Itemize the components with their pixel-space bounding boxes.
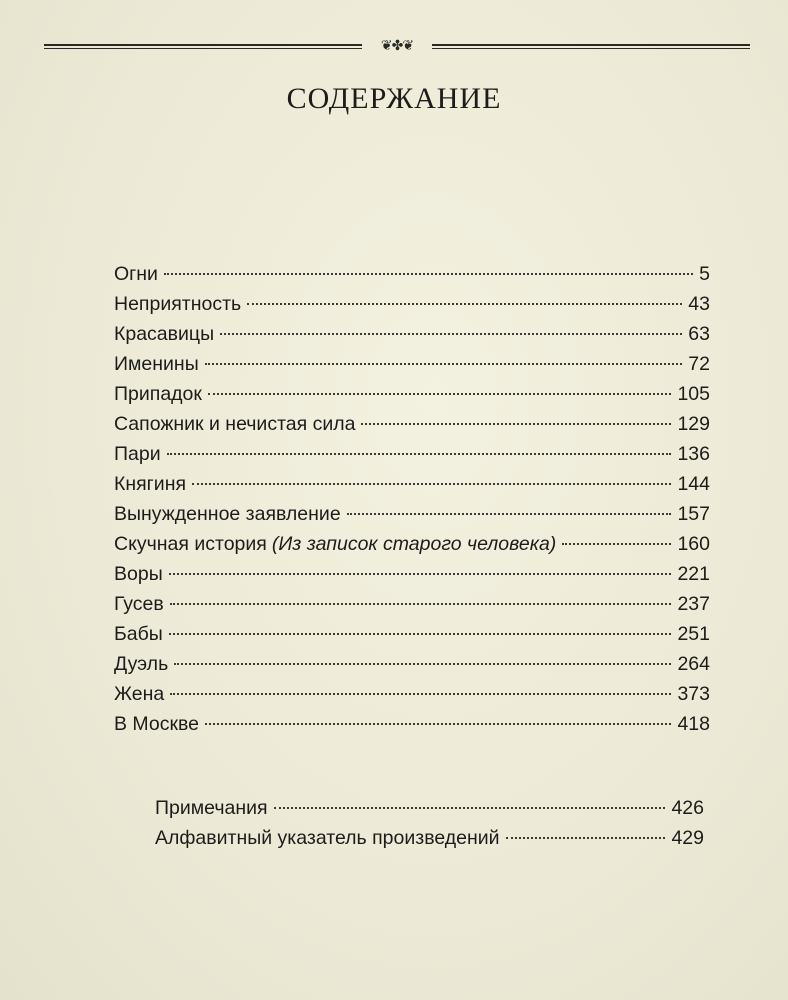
toc-entry [114,439,710,469]
toc-entry [114,349,710,379]
toc-entry-page: 157 [677,503,710,525]
toc-entry [114,589,710,619]
dot-leader [167,453,672,455]
toc-entry [114,469,710,499]
toc-entry-title: Огни [114,263,158,285]
toc-entry-title: Сапожник и нечистая сила [114,413,356,435]
dot-leader [164,273,693,275]
back-matter-entry [155,793,704,823]
toc-entry [114,559,710,589]
toc-entry-title [114,529,556,559]
toc-entry-title: Жена [114,683,165,705]
toc-entry-page: 373 [677,683,710,705]
toc-entry [114,379,710,409]
toc-entry-page: 5 [699,263,710,285]
toc-entry-title: Вынужденное заявление [114,503,341,525]
toc-entry [114,679,710,709]
toc-entry-page: 429 [671,827,704,849]
dot-leader [170,693,671,695]
dot-leader [170,603,672,605]
toc-entry-page: 237 [677,593,710,615]
toc-entry [114,529,710,559]
toc-entry-title: Пари [114,443,161,465]
toc-entry-page: 129 [677,413,710,435]
toc-entry-title: Примечания [155,797,268,819]
toc-entry-page: 264 [677,653,710,675]
rule-line-left [44,36,362,56]
dot-leader [220,333,682,335]
toc-entry [114,409,710,439]
toc-entry-page: 221 [677,563,710,585]
toc-entry-title: Красавицы [114,323,215,345]
toc-entry-title: Воры [114,563,163,585]
back-matter-entry [155,823,704,853]
dot-leader [174,663,671,665]
toc-entry-title: Именины [114,353,199,375]
toc-entry-page: 160 [677,533,710,555]
toc-entry-title: Бабы [114,623,163,645]
toc-entry [114,259,710,289]
toc-entry [114,619,710,649]
toc-entry-title: Припадок [114,383,202,405]
toc-entry-title: В Москве [114,713,199,735]
toc-entry [114,319,710,349]
dot-leader [169,573,672,575]
toc-entry [114,649,710,679]
decorative-rule [44,36,750,56]
toc-entry-title: Княгиня [114,473,187,495]
toc-entry-page: 72 [688,353,710,375]
dot-leader [208,393,672,395]
dot-leader [361,423,671,425]
dot-leader [169,633,672,635]
toc-entry-page: 136 [677,443,710,465]
dot-leader [192,483,671,485]
toc-entry-main-title: Скучная история [114,533,267,555]
dot-leader [205,723,671,725]
toc-entry-page: 251 [677,623,710,645]
dot-leader [205,363,683,365]
toc-entry [114,709,710,739]
dot-leader [247,303,682,305]
toc-entry-page: 105 [677,383,710,405]
toc-entry-page: 418 [677,713,710,735]
toc-entry [114,289,710,319]
dot-leader [506,837,666,839]
toc-entry-page: 43 [688,293,710,315]
dot-leader [274,807,666,809]
floral-ornament-icon: ❦✤❦ [380,38,414,54]
toc-entry-page: 63 [688,323,710,345]
page-title: СОДЕРЖАНИЕ [286,82,502,115]
toc-entry-page: 144 [677,473,710,495]
toc-entry-page: 426 [671,797,704,819]
rule-line-right [432,36,750,56]
toc-entry [114,499,710,529]
toc-entry-title: Дуэль [114,653,169,675]
toc-entry-title: Неприятность [114,293,242,315]
toc-entry-subtitle: (Из записок старого человека) [271,533,557,555]
toc-entry-title: Алфавитный указатель произведений [155,827,500,849]
toc-entry-title: Гусев [114,593,164,615]
dot-leader [347,513,672,515]
dot-leader [562,543,671,545]
